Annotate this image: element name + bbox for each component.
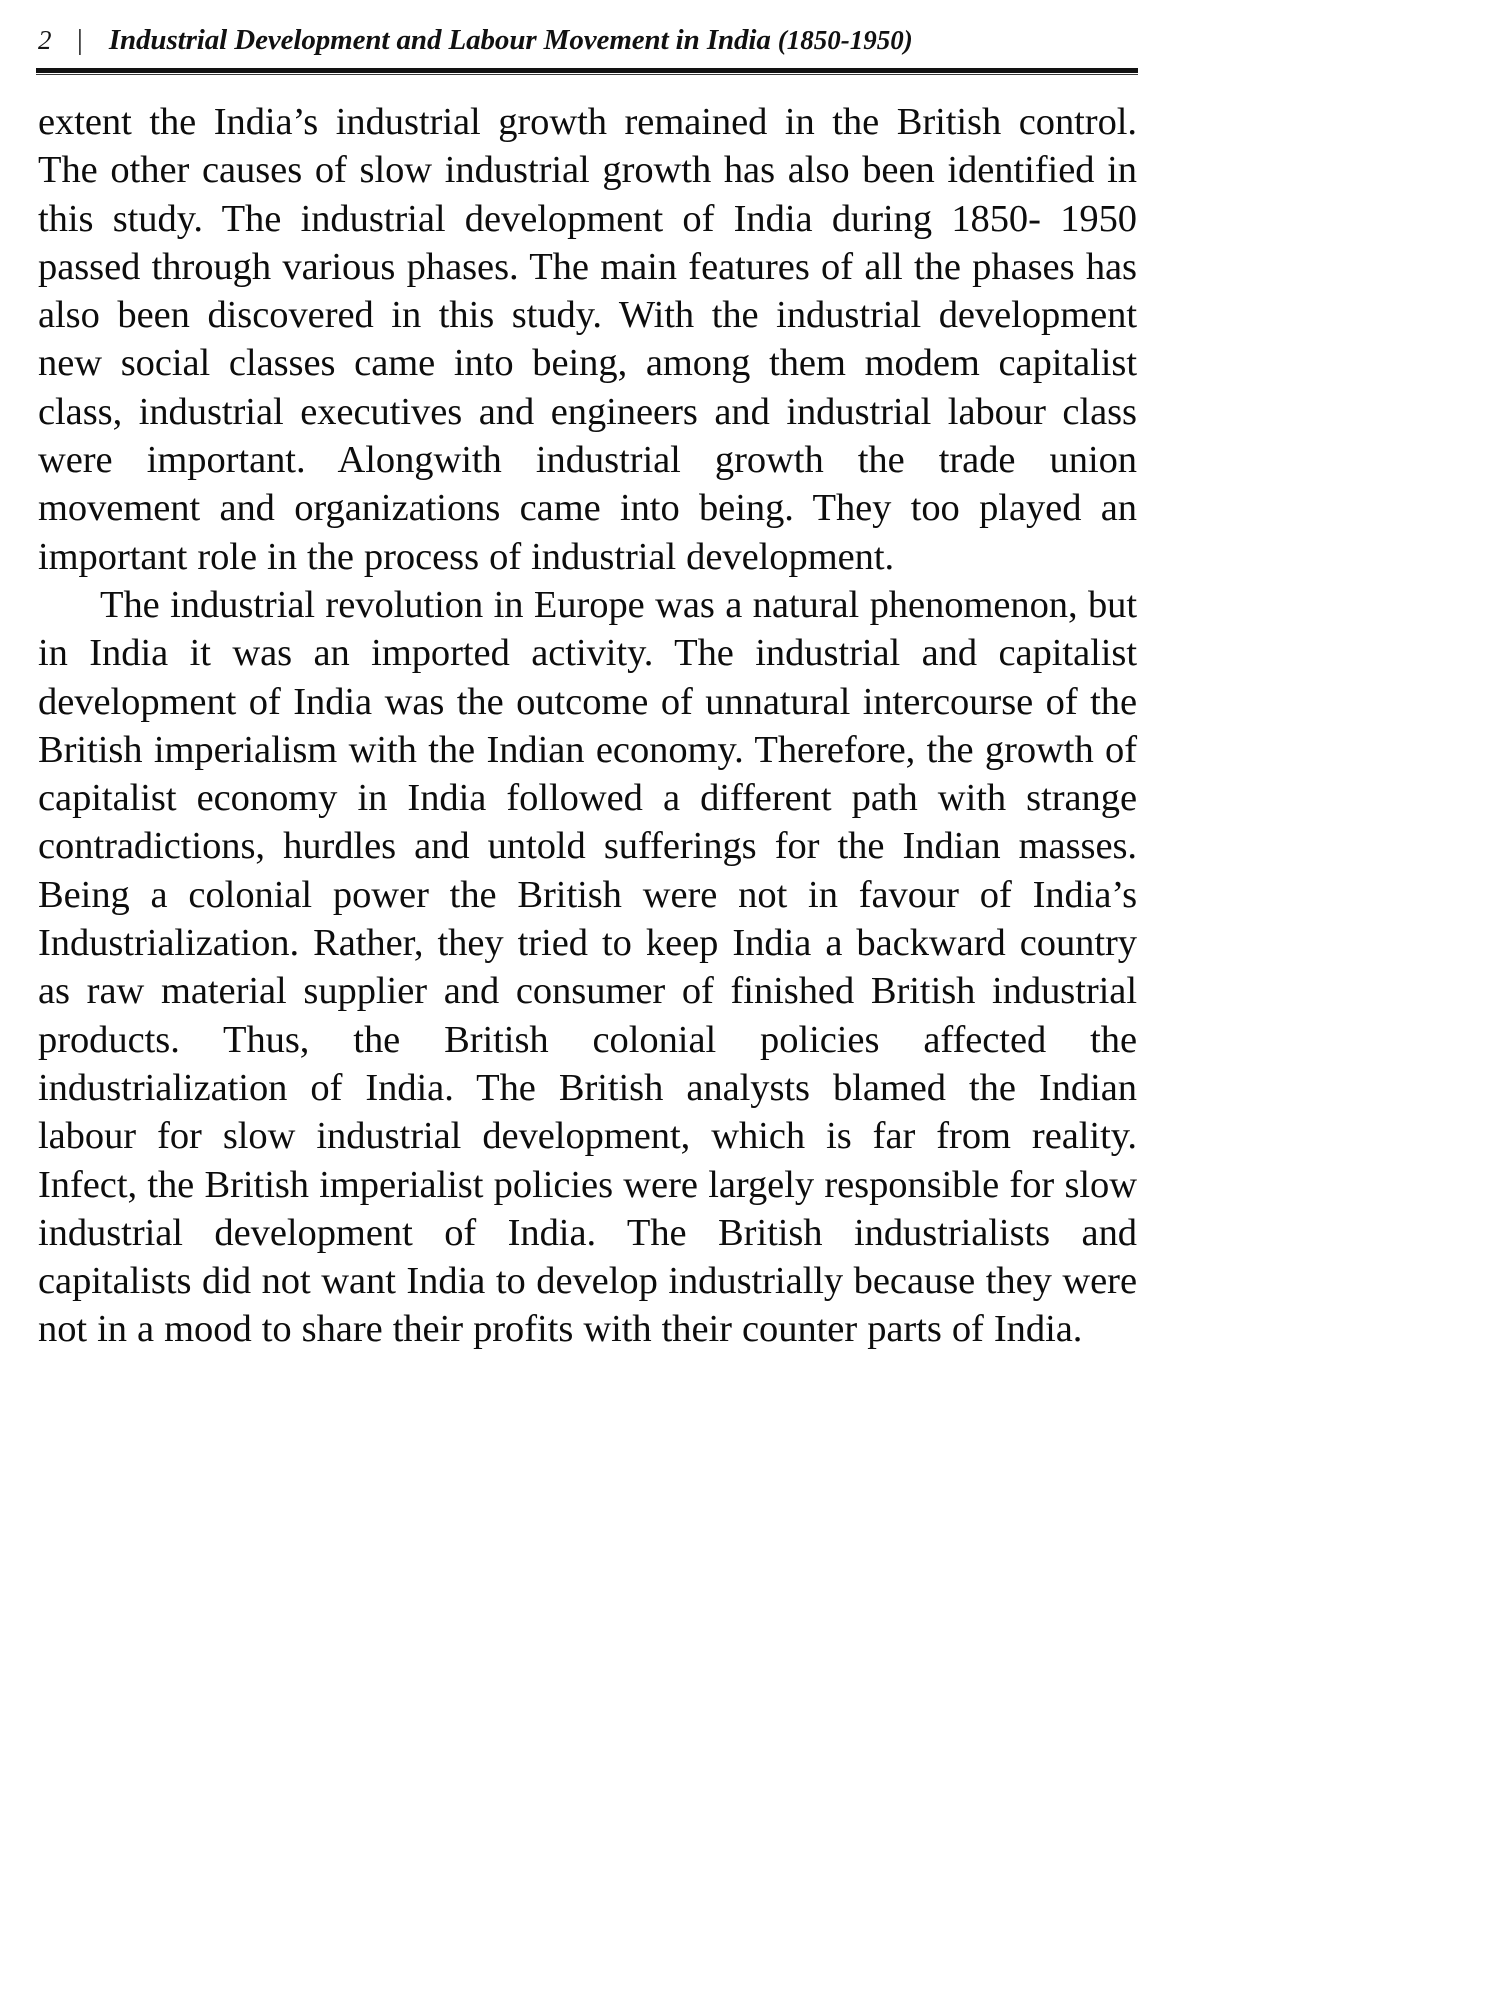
paragraph-1: extent the India’s industrial growth remained in the British control. The other causes of slow industrial growth has also been identified in this study. The industrial development of India during 1850- 1950 passed through various phases. The main features of all the phases has also been discovered in this study. With the industrial development new social classes came into being, among them modem capitalist class, industrial executives and engineers and industrial labour class were important. Alongwith industrial growth the trade union movement and organizations came into being. They too played an important role in the process of industrial development.	[38, 101, 1137, 578]
book-title: Industrial Development and Labour Movement in India	[108, 24, 771, 56]
header-rule-hairline	[36, 74, 1138, 75]
body-text-column	[38, 98, 1137, 1354]
header-separator-bar: |	[77, 24, 83, 56]
paragraph-2: The industrial revolution in Europe was a natural phenomenon, but in India it was an imported activity. The industrial and capitalist development of India was the outcome of unnatural intercourse of the British imperialism with the Indian economy. Therefore, the growth of capitalist economy in India followed a different path with strange contradictions, hurdles and untold sufferings for the Indian masses. Being a colonial power the British were not in favour of India’s Industrialization. Rather, they tried to keep India a backward country as raw material supplier and consumer of finished British industrial products. Thus, the British colonial policies affected the industrialization of India. The British analysts blamed the Indian labour for slow industrial development, which is far from reality. Infect, the British imperialist policies were largely responsible for slow industrial development of India. The British industrialists and capitalists did not want India to develop industrially because they were not in a mood to share their profits with their counter parts of India.	[38, 583, 1137, 1351]
running-header	[38, 24, 1138, 70]
page-number: 2	[38, 25, 52, 55]
header-rule	[36, 68, 1138, 73]
book-title-years: (1850-1950)	[777, 25, 913, 55]
